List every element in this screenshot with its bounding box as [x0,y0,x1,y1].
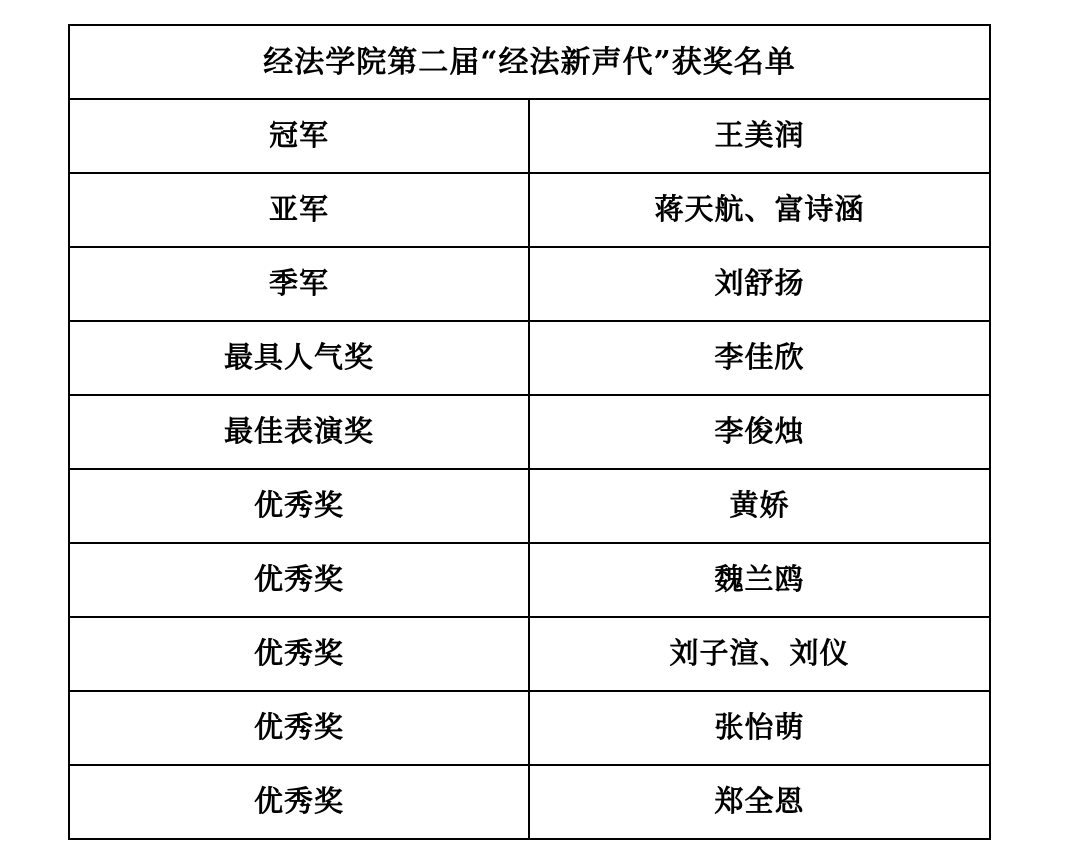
table-row [69,543,990,617]
prize-cell: 优秀奖 [69,617,529,691]
table-row [69,395,990,469]
prize-cell: 冠军 [69,99,529,173]
award-table-body [69,25,990,839]
page-title: 经法学院第二届“经法新声代”获奖名单 [69,25,990,99]
table-row [69,247,990,321]
table-row [69,691,990,765]
table-row [69,99,990,173]
winner-cell: 黄娇 [529,469,990,543]
winner-cell: 蒋天航、富诗涵 [529,173,990,247]
winner-cell: 魏兰鸥 [529,543,990,617]
winner-cell: 刘舒扬 [529,247,990,321]
winner-cell: 李佳欣 [529,321,990,395]
winner-cell: 王美润 [529,99,990,173]
prize-cell: 最佳表演奖 [69,395,529,469]
winner-cell: 李俊烛 [529,395,990,469]
award-list-table [68,24,991,840]
prize-cell: 优秀奖 [69,543,529,617]
table-row [69,617,990,691]
winner-cell: 郑全恩 [529,765,990,839]
table-title-row [69,25,990,99]
table-row [69,765,990,839]
table-row [69,173,990,247]
prize-cell: 优秀奖 [69,765,529,839]
table-row [69,469,990,543]
prize-cell: 季军 [69,247,529,321]
table-row [69,321,990,395]
winner-cell: 刘子渲、刘仪 [529,617,990,691]
winner-cell: 张怡萌 [529,691,990,765]
prize-cell: 最具人气奖 [69,321,529,395]
prize-cell: 优秀奖 [69,691,529,765]
prize-cell: 优秀奖 [69,469,529,543]
prize-cell: 亚军 [69,173,529,247]
